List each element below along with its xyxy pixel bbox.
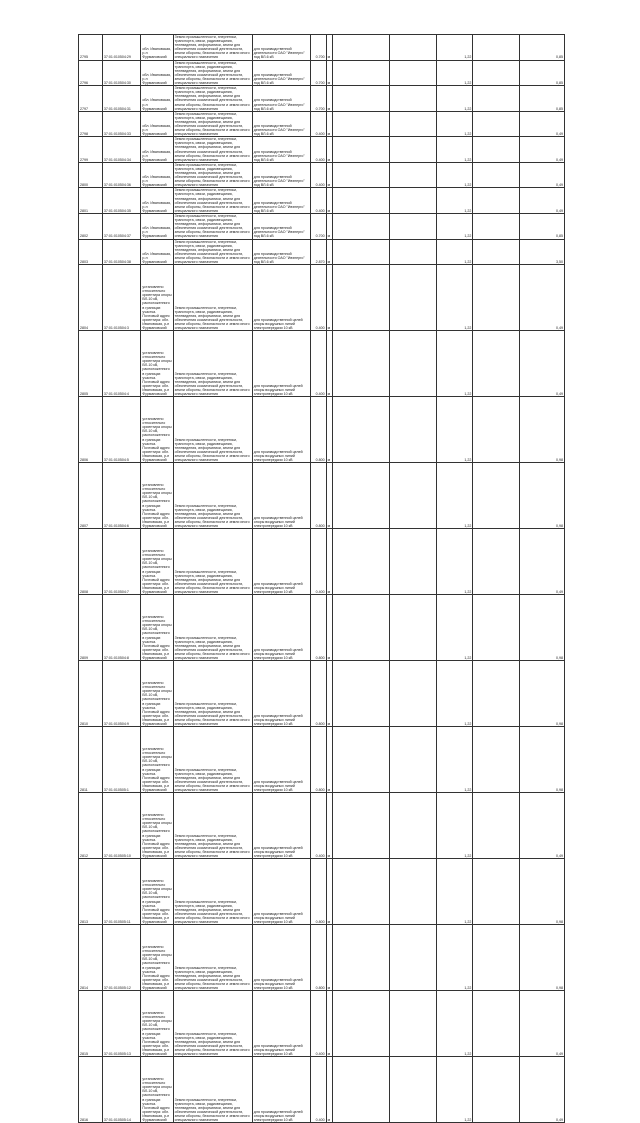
table-row xyxy=(79,397,565,463)
tax-amount-cell: 0,85 xyxy=(520,60,565,86)
cadastral-number-cell: 37:01:010505:11 xyxy=(102,859,141,925)
table-row xyxy=(79,529,565,595)
empty-cell xyxy=(332,661,389,727)
address-cell: обл. Ивановская, р-н Фурмановский xyxy=(141,239,173,265)
empty-cell xyxy=(473,1057,520,1123)
unit-cell: м xyxy=(326,137,332,163)
table-row xyxy=(79,86,565,112)
empty-cell xyxy=(390,188,437,214)
permitted-use-cell: для производственной деятельности ОАО "Ивэнерго" под ВЛ-6 кВ xyxy=(252,60,310,86)
unit-cell: м xyxy=(326,265,332,331)
rate-cell: 1,22 xyxy=(436,137,472,163)
table-row xyxy=(79,239,565,265)
cadastral-number-cell: 37:01:010504:3 xyxy=(102,265,141,331)
row-number-cell: 2815 xyxy=(79,991,103,1057)
unit-cell: м xyxy=(326,239,332,265)
address-cell: установлено относительно ориентира опоры ВЛ-10 кВ, расположенного в границах участка. Почтовый адрес ориентира: обл. Ивановская, р-н Фурмановский xyxy=(141,331,173,397)
tax-amount-cell: 0,49 xyxy=(520,793,565,859)
unit-cell: м xyxy=(326,529,332,595)
empty-cell xyxy=(390,397,437,463)
permitted-use-cell: для производственной целей опоры воздушных линий электропередачи 10 кВ xyxy=(252,595,310,661)
land-category-cell: Земли промышленности, энергетики, транспорта, связи, радиовещания, телевидения, информатики, земли для обеспечения космической деятельности, земли обороны, безопасности и земли иного специального назначения xyxy=(173,239,252,265)
row-number-cell: 2795 xyxy=(79,35,103,61)
cadastral-number-cell: 37:01:010505:14 xyxy=(102,1057,141,1123)
tax-amount-cell: 0,85 xyxy=(520,213,565,239)
empty-cell xyxy=(332,859,389,925)
land-category-cell: Земли промышленности, энергетики, транспорта, связи, радиовещания, телевидения, информатики, земли для обеспечения космической деятельности, земли обороны, безопасности и земли иного специального назначения xyxy=(173,265,252,331)
table-row xyxy=(79,331,565,397)
table-row xyxy=(79,137,565,163)
address-cell: обл. Ивановская, р-н Фурмановский xyxy=(141,111,173,137)
empty-cell xyxy=(473,137,520,163)
empty-cell xyxy=(390,162,437,188)
permitted-use-cell: для производственной целей опоры воздушных линий электропередачи 10 кВ xyxy=(252,397,310,463)
unit-cell: м xyxy=(326,35,332,61)
land-category-cell: Земли промышленности, энергетики, транспорта, связи, радиовещания, телевидения, информатики, земли для обеспечения космической деятельности, земли обороны, безопасности и земли иного специального назначения xyxy=(173,331,252,397)
land-category-cell: Земли промышленности, энергетики, транспорта, связи, радиовещания, телевидения, информатики, земли для обеспечения космической деятельности, земли обороны, безопасности и земли иного специального назначения xyxy=(173,162,252,188)
rate-cell: 1,22 xyxy=(436,859,472,925)
empty-cell xyxy=(332,239,389,265)
address-cell: установлено относительно ориентира опоры ВЛ-10 кВ, расположенного в границах участка. Почтовый адрес ориентира: обл. Ивановская, р-н Фурмановский xyxy=(141,661,173,727)
address-cell: обл. Ивановская, р-н Фурмановский xyxy=(141,188,173,214)
land-category-cell: Земли промышленности, энергетики, транспорта, связи, радиовещания, телевидения, информатики, земли для обеспечения космической деятельности, земли обороны, безопасности и земли иного специального назначения xyxy=(173,463,252,529)
unit-cell: м xyxy=(326,397,332,463)
empty-cell xyxy=(473,727,520,793)
table-row xyxy=(79,35,565,61)
area-cell: 0.700 xyxy=(311,60,327,86)
permitted-use-cell: для производственной целей опоры воздушных линий электропередачи 10 кВ xyxy=(252,331,310,397)
tax-amount-cell: 0,49 xyxy=(520,991,565,1057)
empty-cell xyxy=(390,925,437,991)
cadastral-number-cell: 37:01:010504:7 xyxy=(102,529,141,595)
tax-amount-cell: 0,98 xyxy=(520,595,565,661)
area-cell: 0.700 xyxy=(311,213,327,239)
row-number-cell: 2809 xyxy=(79,595,103,661)
land-category-cell: Земли промышленности, энергетики, транспорта, связи, радиовещания, телевидения, информатики, земли для обеспечения космической деятельности, земли обороны, безопасности и земли иного специального назначения xyxy=(173,1057,252,1123)
permitted-use-cell: для производственной целей опоры воздушных линий электропередачи 10 кВ xyxy=(252,1057,310,1123)
land-category-cell: Земли промышленности, энергетики, транспорта, связи, радиовещания, телевидения, информатики, земли для обеспечения космической деятельности, земли обороны, безопасности и земли иного специального назначения xyxy=(173,213,252,239)
empty-cell xyxy=(390,213,437,239)
permitted-use-cell: для производственной деятельности ОАО "Ивэнерго" под ВЛ-6 кВ xyxy=(252,162,310,188)
cadastral-number-cell: 37:01:010504:33 xyxy=(102,111,141,137)
area-cell: 2.870 xyxy=(311,239,327,265)
rate-cell: 1,22 xyxy=(436,925,472,991)
cadastral-number-cell: 37:01:010504:4 xyxy=(102,331,141,397)
land-category-cell: Земли промышленности, энергетики, транспорта, связи, радиовещания, телевидения, информатики, земли для обеспечения космической деятельности, земли обороны, безопасности и земли иного специального назначения xyxy=(173,529,252,595)
empty-cell xyxy=(332,529,389,595)
cadastral-number-cell: 37:01:010504:29 xyxy=(102,35,141,61)
row-number-cell: 2802 xyxy=(79,213,103,239)
empty-cell xyxy=(332,162,389,188)
unit-cell: м xyxy=(326,463,332,529)
area-cell: 0.700 xyxy=(311,35,327,61)
cadastral-number-cell: 37:01:010504:31 xyxy=(102,86,141,112)
address-cell: установлено относительно ориентира опоры ВЛ-10 кВ, расположенного в границах участка. Почтовый адрес ориентира: обл. Ивановская, р-н Фурмановский xyxy=(141,595,173,661)
permitted-use-cell: для производственной целей опоры воздушных линий электропередачи 10 кВ xyxy=(252,661,310,727)
unit-cell: м xyxy=(326,1057,332,1123)
permitted-use-cell: для производственной деятельности ОАО "Ивэнерго" под ВЛ-6 кВ xyxy=(252,137,310,163)
table-row xyxy=(79,162,565,188)
empty-cell xyxy=(332,213,389,239)
cadastral-number-cell: 37:01:010505:10 xyxy=(102,793,141,859)
empty-cell xyxy=(332,793,389,859)
area-cell: 0.400 xyxy=(311,137,327,163)
empty-cell xyxy=(473,60,520,86)
rate-cell: 1,22 xyxy=(436,463,472,529)
area-cell: 0.400 xyxy=(311,188,327,214)
address-cell: установлено относительно ориентира опоры ВЛ-10 кВ, расположенного в границах участка. Почтовый адрес ориентира: обл. Ивановская, р-н Фурмановский xyxy=(141,859,173,925)
area-cell: 0.400 xyxy=(311,991,327,1057)
rate-cell: 1,22 xyxy=(436,239,472,265)
row-number-cell: 2805 xyxy=(79,331,103,397)
empty-cell xyxy=(473,162,520,188)
table-row xyxy=(79,111,565,137)
empty-cell xyxy=(473,86,520,112)
rate-cell: 1,22 xyxy=(436,162,472,188)
land-tax-table xyxy=(78,34,565,1123)
table-row xyxy=(79,265,565,331)
empty-cell xyxy=(332,265,389,331)
rate-cell: 1,22 xyxy=(436,397,472,463)
empty-cell xyxy=(390,265,437,331)
cadastral-number-cell: 37:01:010504:30 xyxy=(102,60,141,86)
address-cell: установлено относительно ориентира опоры ВЛ-10 кВ, расположенного в границах участка. Почтовый адрес ориентира: обл. Ивановская, р-н Фурмановский xyxy=(141,727,173,793)
tax-amount-cell: 0,98 xyxy=(520,661,565,727)
unit-cell: м xyxy=(326,111,332,137)
land-category-cell: Земли промышленности, энергетики, транспорта, связи, радиовещания, телевидения, информатики, земли для обеспечения космической деятельности, земли обороны, безопасности и земли иного специального назначения xyxy=(173,925,252,991)
permitted-use-cell: для производственной целей опоры воздушных линий электропередачи 10 кВ xyxy=(252,265,310,331)
address-cell: установлено относительно ориентира опоры ВЛ-10 кВ, расположенного в границах участка. Почтовый адрес ориентира: обл. Ивановская, р-н Фурмановский xyxy=(141,463,173,529)
empty-cell xyxy=(473,239,520,265)
cadastral-number-cell: 37:01:010505:1 xyxy=(102,727,141,793)
empty-cell xyxy=(473,595,520,661)
table-row xyxy=(79,60,565,86)
empty-cell xyxy=(332,35,389,61)
row-number-cell: 2806 xyxy=(79,397,103,463)
tax-amount-cell: 0,49 xyxy=(520,331,565,397)
land-category-cell: Земли промышленности, энергетики, транспорта, связи, радиовещания, телевидения, информатики, земли для обеспечения космической деятельности, земли обороны, безопасности и земли иного специального назначения xyxy=(173,137,252,163)
table-row xyxy=(79,727,565,793)
table-row xyxy=(79,859,565,925)
land-category-cell: Земли промышленности, энергетики, транспорта, связи, радиовещания, телевидения, информатики, земли для обеспечения космической деятельности, земли обороны, безопасности и земли иного специального назначения xyxy=(173,397,252,463)
land-category-cell: Земли промышленности, энергетики, транспорта, связи, радиовещания, телевидения, информатики, земли для обеспечения космической деятельности, земли обороны, безопасности и земли иного специального назначения xyxy=(173,727,252,793)
row-number-cell: 2801 xyxy=(79,188,103,214)
permitted-use-cell: для производственной деятельности ОАО "Ивэнерго" под ВЛ-6 кВ xyxy=(252,35,310,61)
row-number-cell: 2812 xyxy=(79,793,103,859)
empty-cell xyxy=(390,1057,437,1123)
tax-amount-cell: 0,98 xyxy=(520,463,565,529)
row-number-cell: 2813 xyxy=(79,859,103,925)
rate-cell: 1,22 xyxy=(436,529,472,595)
empty-cell xyxy=(473,661,520,727)
table-body xyxy=(79,35,565,1123)
unit-cell: м xyxy=(326,331,332,397)
address-cell: обл. Ивановская, р-н Фурмановский xyxy=(141,137,173,163)
land-category-cell: Земли промышленности, энергетики, транспорта, связи, радиовещания, телевидения, информатики, земли для обеспечения космической деятельности, земли обороны, безопасности и земли иного специального назначения xyxy=(173,60,252,86)
table-row xyxy=(79,661,565,727)
tax-amount-cell: 0,49 xyxy=(520,137,565,163)
table-row xyxy=(79,595,565,661)
row-number-cell: 2807 xyxy=(79,463,103,529)
empty-cell xyxy=(332,188,389,214)
tax-amount-cell: 0,49 xyxy=(520,1057,565,1123)
land-category-cell: Земли промышленности, энергетики, транспорта, связи, радиовещания, телевидения, информатики, земли для обеспечения космической деятельности, земли обороны, безопасности и земли иного специального назначения xyxy=(173,661,252,727)
address-cell: обл. Ивановская, р-н Фурмановский xyxy=(141,86,173,112)
rate-cell: 1,22 xyxy=(436,35,472,61)
unit-cell: м xyxy=(326,661,332,727)
address-cell: установлено относительно ориентира опоры ВЛ-10 кВ, расположенного в границах участка. Почтовый адрес ориентира: обл. Ивановская, р-н Фурмановский xyxy=(141,397,173,463)
empty-cell xyxy=(332,86,389,112)
area-cell: 0.400 xyxy=(311,162,327,188)
land-category-cell: Земли промышленности, энергетики, транспорта, связи, радиовещания, телевидения, информатики, земли для обеспечения космической деятельности, земли обороны, безопасности и земли иного специального назначения xyxy=(173,595,252,661)
empty-cell xyxy=(332,331,389,397)
unit-cell: м xyxy=(326,859,332,925)
tax-amount-cell: 0,85 xyxy=(520,35,565,61)
empty-cell xyxy=(390,239,437,265)
rate-cell: 1,22 xyxy=(436,331,472,397)
row-number-cell: 2814 xyxy=(79,925,103,991)
rate-cell: 1,22 xyxy=(436,727,472,793)
cadastral-number-cell: 37:01:010504:5 xyxy=(102,397,141,463)
rate-cell: 1,22 xyxy=(436,265,472,331)
empty-cell xyxy=(390,111,437,137)
permitted-use-cell: для производственной целей опоры воздушных линий электропередачи 10 кВ xyxy=(252,463,310,529)
row-number-cell: 2804 xyxy=(79,265,103,331)
permitted-use-cell: для производственной деятельности ОАО "Ивэнерго" под ВЛ-6 кВ xyxy=(252,111,310,137)
row-number-cell: 2810 xyxy=(79,661,103,727)
area-cell: 0.400 xyxy=(311,331,327,397)
unit-cell: м xyxy=(326,925,332,991)
tax-amount-cell: 0,98 xyxy=(520,925,565,991)
empty-cell xyxy=(390,859,437,925)
empty-cell xyxy=(390,661,437,727)
empty-cell xyxy=(390,595,437,661)
unit-cell: м xyxy=(326,595,332,661)
row-number-cell: 2811 xyxy=(79,727,103,793)
unit-cell: м xyxy=(326,188,332,214)
table-row xyxy=(79,991,565,1057)
area-cell: 0.800 xyxy=(311,925,327,991)
empty-cell xyxy=(473,529,520,595)
table-row xyxy=(79,213,565,239)
area-cell: 0.800 xyxy=(311,859,327,925)
row-number-cell: 2816 xyxy=(79,1057,103,1123)
address-cell: установлено относительно ориентира опоры ВЛ-10 кВ, расположенного в границах участка. Почтовый адрес ориентира: обл. Ивановская, р-н Фурмановский xyxy=(141,991,173,1057)
area-cell: 0.400 xyxy=(311,1057,327,1123)
unit-cell: м xyxy=(326,991,332,1057)
row-number-cell: 2799 xyxy=(79,137,103,163)
empty-cell xyxy=(332,925,389,991)
empty-cell xyxy=(390,463,437,529)
permitted-use-cell: для производственной деятельности ОАО "Ивэнерго" под ВЛ-6 кВ xyxy=(252,86,310,112)
rate-cell: 1,22 xyxy=(436,86,472,112)
row-number-cell: 2796 xyxy=(79,60,103,86)
rate-cell: 1,22 xyxy=(436,661,472,727)
empty-cell xyxy=(332,60,389,86)
table-row xyxy=(79,188,565,214)
unit-cell: м xyxy=(326,793,332,859)
tax-amount-cell: 0,98 xyxy=(520,397,565,463)
address-cell: обл. Ивановская, р-н Фурмановский xyxy=(141,162,173,188)
cadastral-number-cell: 37:01:010504:38 xyxy=(102,239,141,265)
area-cell: 0.800 xyxy=(311,727,327,793)
rate-cell: 1,22 xyxy=(436,793,472,859)
unit-cell: м xyxy=(326,213,332,239)
tax-amount-cell: 0,49 xyxy=(520,265,565,331)
permitted-use-cell: для производственной целей опоры воздушных линий электропередачи 10 кВ xyxy=(252,991,310,1057)
permitted-use-cell: для производственной деятельности ОАО "Ивэнерго" под ВЛ-6 кВ xyxy=(252,188,310,214)
permitted-use-cell: для производственной деятельности ОАО "Ивэнерго" под ВЛ-6 кВ xyxy=(252,239,310,265)
permitted-use-cell: для производственной целей опоры воздушных линий электропередачи 10 кВ xyxy=(252,529,310,595)
table-row xyxy=(79,925,565,991)
empty-cell xyxy=(332,111,389,137)
empty-cell xyxy=(332,1057,389,1123)
table-row xyxy=(79,463,565,529)
land-category-cell: Земли промышленности, энергетики, транспорта, связи, радиовещания, телевидения, информатики, земли для обеспечения космической деятельности, земли обороны, безопасности и земли иного специального назначения xyxy=(173,188,252,214)
rate-cell: 1,22 xyxy=(436,595,472,661)
empty-cell xyxy=(390,793,437,859)
area-cell: 0.400 xyxy=(311,111,327,137)
empty-cell xyxy=(390,86,437,112)
empty-cell xyxy=(473,793,520,859)
empty-cell xyxy=(473,463,520,529)
tax-amount-cell: 0,49 xyxy=(520,188,565,214)
row-number-cell: 2797 xyxy=(79,86,103,112)
rate-cell: 1,22 xyxy=(436,111,472,137)
area-cell: 0.400 xyxy=(311,529,327,595)
tax-amount-cell: 0,49 xyxy=(520,529,565,595)
table-row xyxy=(79,1057,565,1123)
rate-cell: 1,22 xyxy=(436,60,472,86)
empty-cell xyxy=(473,111,520,137)
address-cell: установлено относительно ориентира опоры ВЛ-10 кВ, расположенного в границах участка. Почтовый адрес ориентира: обл. Ивановская, р-н Фурмановский xyxy=(141,925,173,991)
empty-cell xyxy=(390,529,437,595)
rate-cell: 1,22 xyxy=(436,991,472,1057)
empty-cell xyxy=(332,595,389,661)
area-cell: 0.800 xyxy=(311,661,327,727)
unit-cell: м xyxy=(326,86,332,112)
empty-cell xyxy=(332,727,389,793)
empty-cell xyxy=(332,991,389,1057)
cadastral-number-cell: 37:01:010505:12 xyxy=(102,925,141,991)
area-cell: 0.400 xyxy=(311,265,327,331)
land-category-cell: Земли промышленности, энергетики, транспорта, связи, радиовещания, телевидения, информатики, земли для обеспечения космической деятельности, земли обороны, безопасности и земли иного специального назначения xyxy=(173,111,252,137)
empty-cell xyxy=(473,991,520,1057)
empty-cell xyxy=(473,188,520,214)
address-cell: установлено относительно ориентира опоры ВЛ-10 кВ, расположенного в границах участка. Почтовый адрес ориентира: обл. Ивановская, р-н Фурмановский xyxy=(141,793,173,859)
land-category-cell: Земли промышленности, энергетики, транспорта, связи, радиовещания, телевидения, информатики, земли для обеспечения космической деятельности, земли обороны, безопасности и земли иного специального назначения xyxy=(173,991,252,1057)
unit-cell: м xyxy=(326,60,332,86)
permitted-use-cell: для производственной целей опоры воздушных линий электропередачи 10 кВ xyxy=(252,727,310,793)
empty-cell xyxy=(390,137,437,163)
empty-cell xyxy=(473,859,520,925)
tax-amount-cell: 0,98 xyxy=(520,859,565,925)
tax-amount-cell: 3,50 xyxy=(520,239,565,265)
empty-cell xyxy=(390,991,437,1057)
unit-cell: м xyxy=(326,162,332,188)
permitted-use-cell: для производственной целей опоры воздушных линий электропередачи 10 кВ xyxy=(252,925,310,991)
tax-amount-cell: 0,85 xyxy=(520,86,565,112)
address-cell: обл. Ивановская, р-н Фурмановский xyxy=(141,35,173,61)
rate-cell: 1,22 xyxy=(436,213,472,239)
area-cell: 0.800 xyxy=(311,595,327,661)
area-cell: 0.800 xyxy=(311,397,327,463)
address-cell: установлено относительно ориентира опоры ВЛ-10 кВ, расположенного в границах участка. Почтовый адрес ориентира: обл. Ивановская, р-н Фурмановский xyxy=(141,529,173,595)
permitted-use-cell: для производственной деятельности ОАО "Ивэнерго" под ВЛ-6 кВ xyxy=(252,213,310,239)
empty-cell xyxy=(473,331,520,397)
row-number-cell: 2800 xyxy=(79,162,103,188)
cadastral-number-cell: 37:01:010505:13 xyxy=(102,991,141,1057)
row-number-cell: 2808 xyxy=(79,529,103,595)
unit-cell: м xyxy=(326,727,332,793)
empty-cell xyxy=(332,463,389,529)
empty-cell xyxy=(473,397,520,463)
tax-amount-cell: 0,49 xyxy=(520,111,565,137)
cadastral-number-cell: 37:01:010504:36 xyxy=(102,162,141,188)
land-category-cell: Земли промышленности, энергетики, транспорта, связи, радиовещания, телевидения, информатики, земли для обеспечения космической деятельности, земли обороны, безопасности и земли иного специального назначения xyxy=(173,793,252,859)
empty-cell xyxy=(473,35,520,61)
address-cell: установлено относительно ориентира опоры ВЛ-10 кВ, расположенного в границах участка. Почтовый адрес ориентира: обл. Ивановская, р-н Фурмановский xyxy=(141,1057,173,1123)
empty-cell xyxy=(473,265,520,331)
cadastral-number-cell: 37:01:010504:9 xyxy=(102,661,141,727)
row-number-cell: 2798 xyxy=(79,111,103,137)
empty-cell xyxy=(332,137,389,163)
rate-cell: 1,22 xyxy=(436,1057,472,1123)
cadastral-number-cell: 37:01:010504:37 xyxy=(102,213,141,239)
land-category-cell: Земли промышленности, энергетики, транспорта, связи, радиовещания, телевидения, информатики, земли для обеспечения космической деятельности, земли обороны, безопасности и земли иного специального назначения xyxy=(173,86,252,112)
table-row xyxy=(79,793,565,859)
permitted-use-cell: для производственной целей опоры воздушных линий электропередачи 10 кВ xyxy=(252,793,310,859)
cadastral-number-cell: 37:01:010504:34 xyxy=(102,137,141,163)
land-category-cell: Земли промышленности, энергетики, транспорта, связи, радиовещания, телевидения, информатики, земли для обеспечения космической деятельности, земли обороны, безопасности и земли иного специального назначения xyxy=(173,859,252,925)
empty-cell xyxy=(473,925,520,991)
land-category-cell: Земли промышленности, энергетики, транспорта, связи, радиовещания, телевидения, информатики, земли для обеспечения космической деятельности, земли обороны, безопасности и земли иного специального назначения xyxy=(173,35,252,61)
area-cell: 0.800 xyxy=(311,463,327,529)
empty-cell xyxy=(390,60,437,86)
area-cell: 0.400 xyxy=(311,793,327,859)
cadastral-number-cell: 37:01:010504:8 xyxy=(102,595,141,661)
cadastral-number-cell: 37:01:010504:6 xyxy=(102,463,141,529)
tax-amount-cell: 0,98 xyxy=(520,727,565,793)
address-cell: установлено относительно ориентира опоры ВЛ-10 кВ, расположенного в границах участка. Почтовый адрес ориентира: обл. Ивановская, р-н Фурмановский xyxy=(141,265,173,331)
empty-cell xyxy=(390,331,437,397)
area-cell: 0.700 xyxy=(311,86,327,112)
tax-amount-cell: 0,49 xyxy=(520,162,565,188)
address-cell: обл. Ивановская, р-н Фурмановский xyxy=(141,213,173,239)
empty-cell xyxy=(390,727,437,793)
row-number-cell: 2803 xyxy=(79,239,103,265)
address-cell: обл. Ивановская, р-н Фурмановский xyxy=(141,60,173,86)
permitted-use-cell: для производственной целей опоры воздушных линий электропередачи 10 кВ xyxy=(252,859,310,925)
rate-cell: 1,22 xyxy=(436,188,472,214)
empty-cell xyxy=(473,213,520,239)
empty-cell xyxy=(332,397,389,463)
cadastral-number-cell: 37:01:010504:35 xyxy=(102,188,141,214)
empty-cell xyxy=(390,35,437,61)
